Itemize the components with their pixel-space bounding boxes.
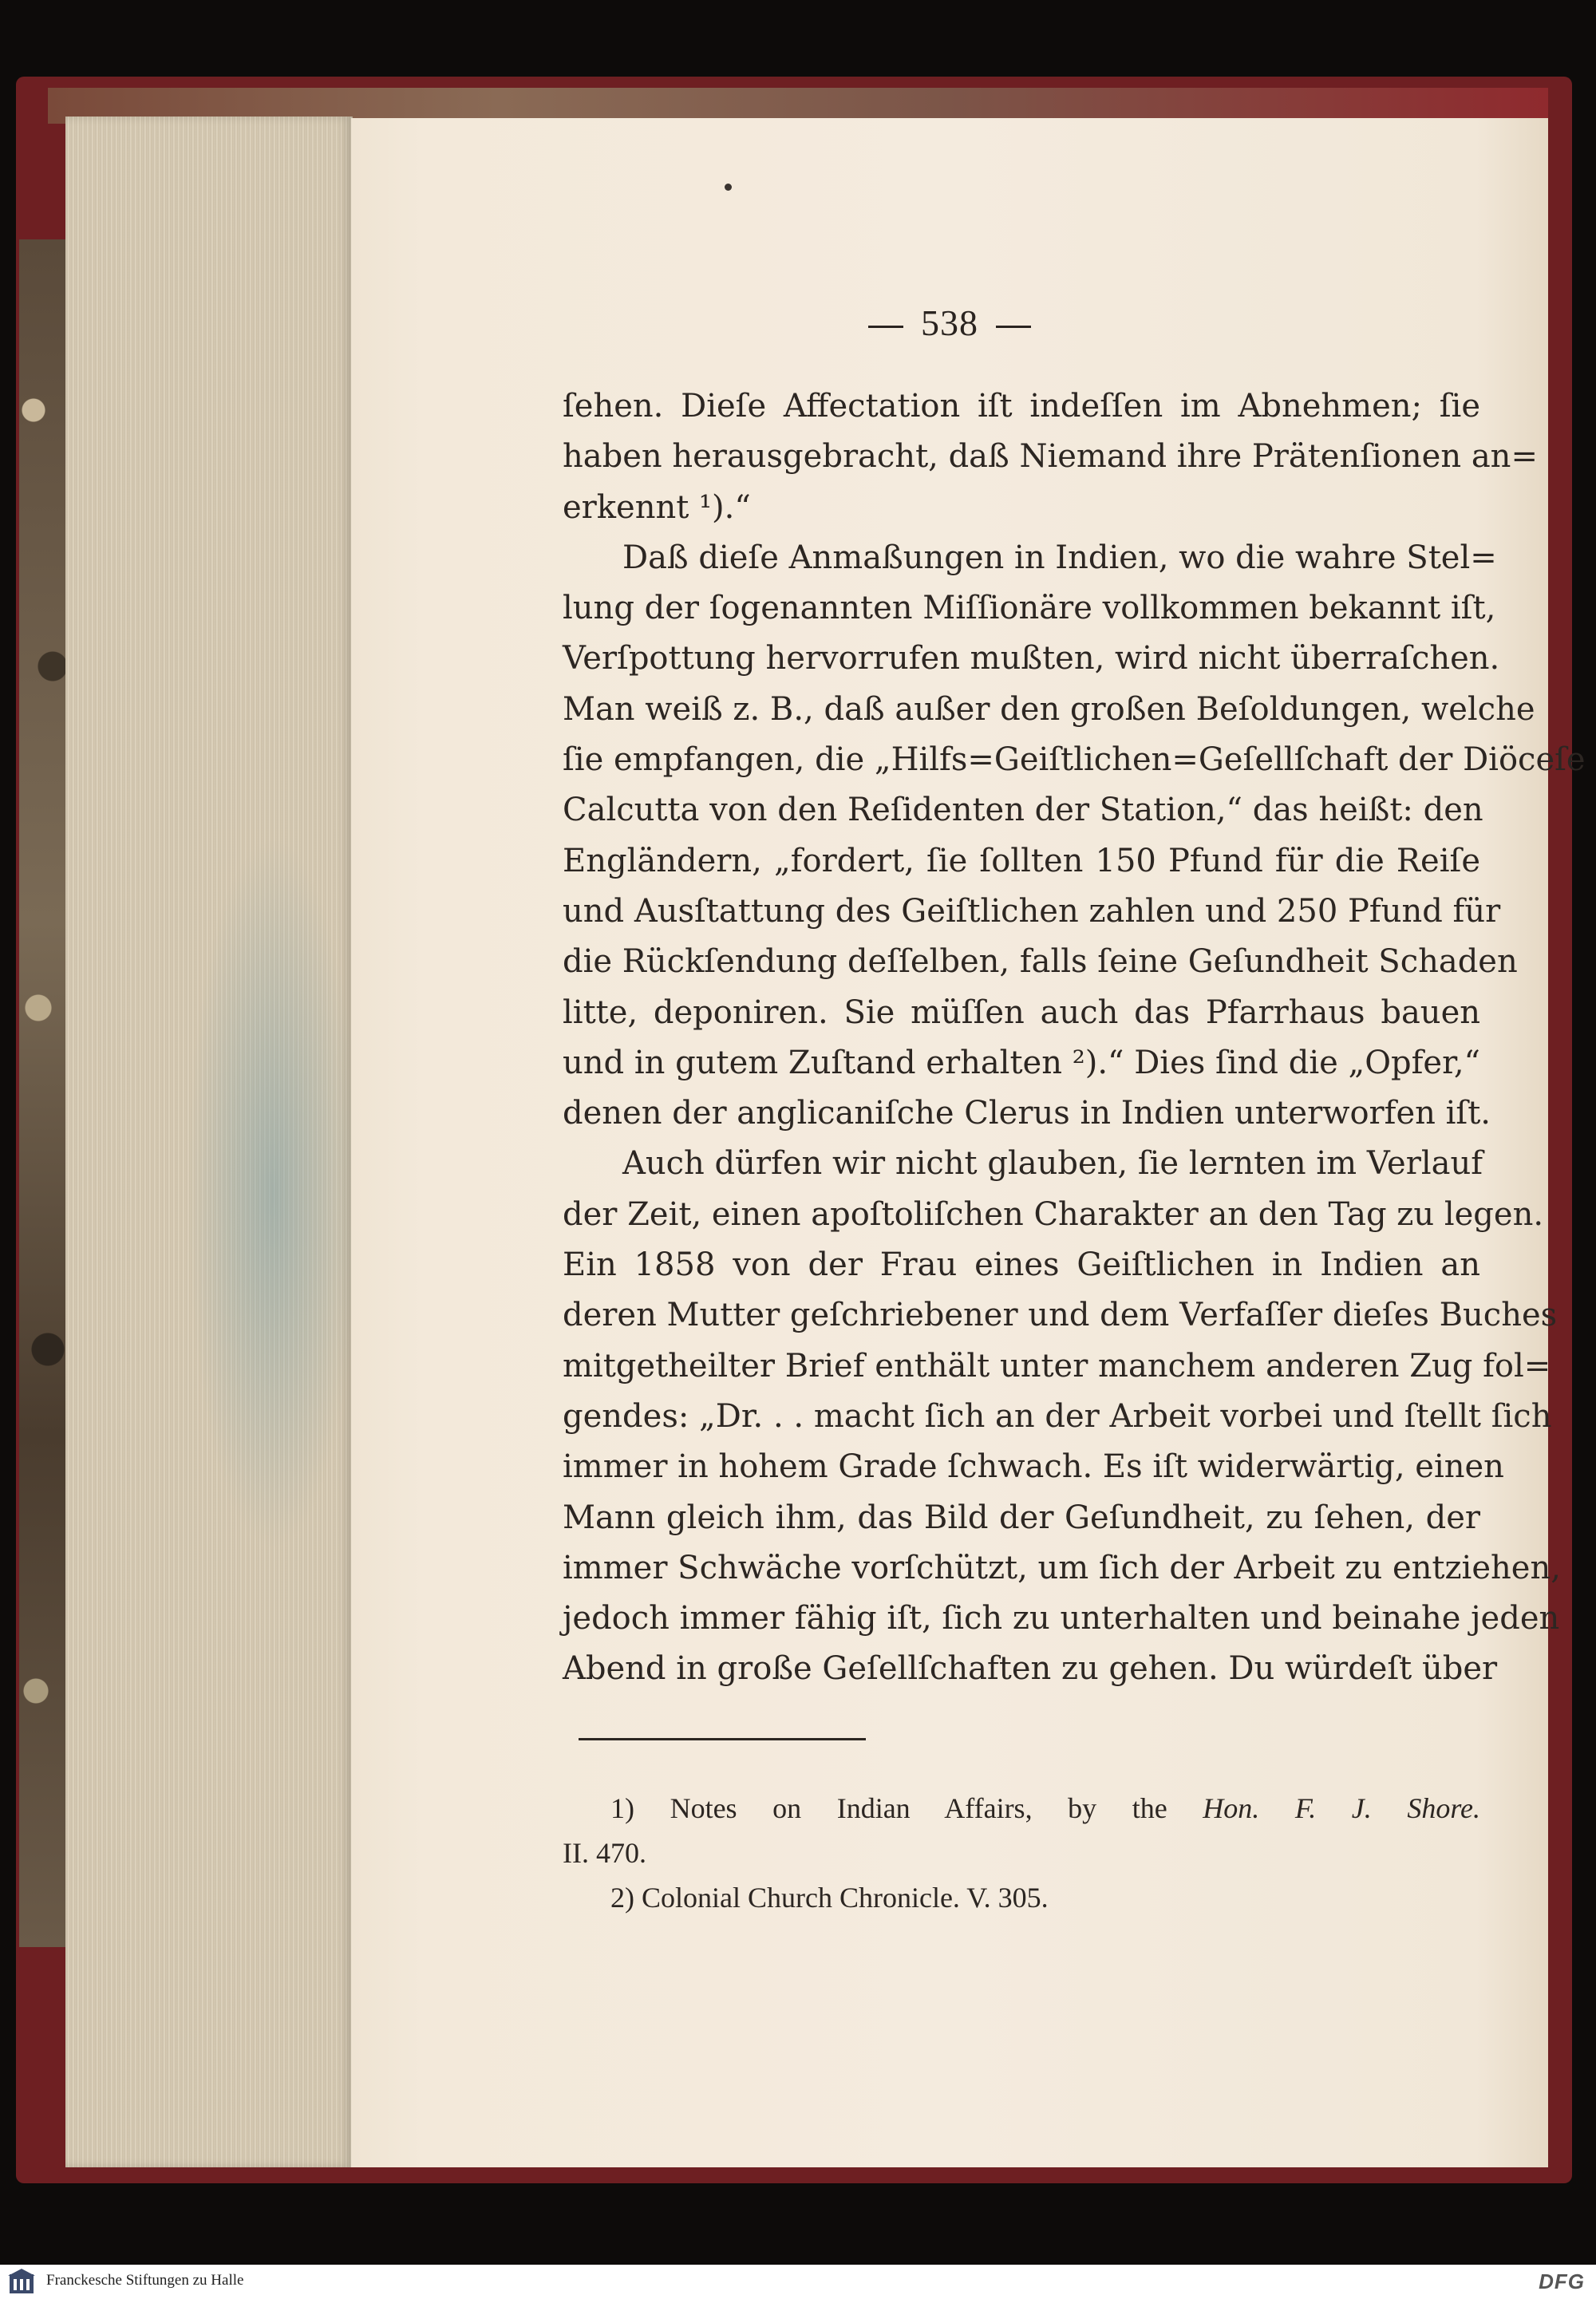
- text-line: Abend in große Geſellſchaften zu gehen. Du würdeſt über: [563, 1650, 1498, 1688]
- page-speck: [725, 184, 732, 191]
- institution-name: Franckesche Stiftungen zu Halle: [46, 2272, 244, 2289]
- footnote-1-author: Hon. F. J. Shore.: [1203, 1792, 1480, 1824]
- body-text: [563, 381, 1586, 1695]
- text-line: immer in hohem Grade ſchwach. Es iſt widerwärtig, einen: [563, 1448, 1504, 1486]
- text-line: der Zeit, einen apoſtoliſchen Charakter an den Tag zu legen.: [563, 1195, 1544, 1233]
- marbled-board: [19, 239, 67, 1947]
- text-line: ſie empfangen, die „Hilfs=Geiſtlichen=Geſellſchaft der Diöceſe: [563, 741, 1586, 779]
- text-line: Auch dürfen wir nicht glauben, ſie lernten im Verlauf: [622, 1145, 1483, 1183]
- page-number-value: 538: [921, 302, 978, 343]
- footnote-1-text: 1) Notes on Indian Affairs, by the: [610, 1792, 1167, 1824]
- footer-bar: [0, 2265, 1596, 2299]
- text-line: erkennt ¹).“: [563, 488, 751, 526]
- text-line: ſehen. Dieſe Affectation iſt indeſſen im Abnehmen; ſie: [563, 388, 1480, 425]
- page-block-edges: [65, 117, 353, 2167]
- text-line: Daß dieſe Anmaßungen in Indien, wo die wahre Stel=: [622, 539, 1497, 576]
- text-line: jedoch immer fähig iſt, ſich zu unterhalten und beinahe jeden: [563, 1600, 1560, 1637]
- text-line: Engländern, „fordert, ſie ſollten 150 Pfund für die Reiſe: [563, 842, 1480, 879]
- footnote-1: [563, 1786, 1480, 1831]
- page-number: [351, 302, 1548, 344]
- text-line: mitgetheilter Brief enthält unter manchem anderen Zug fol=: [563, 1347, 1551, 1385]
- text-line: Ein 1858 von der Frau eines Geiſtlichen in Indien an: [563, 1246, 1480, 1284]
- footnotes: [563, 1786, 1480, 1920]
- text-line: Mann gleich ihm, das Bild der Geſundheit, zu ſehen, der: [563, 1499, 1480, 1536]
- text-line: lung der ſogenannten Miſſionäre vollkommen bekannt iſt,: [563, 590, 1496, 627]
- text-line: litte, deponiren. Sie müſſen auch das Pfarrhaus bauen: [563, 993, 1480, 1031]
- institution-logo-icon: [6, 2268, 37, 2295]
- footnote-rule: [579, 1738, 866, 1740]
- dfg-logo: DFG: [1539, 2269, 1585, 2293]
- text-line: deren Mutter geſchriebener und dem Verfaſſer dieſes Buches: [563, 1297, 1558, 1334]
- text-line: Calcutta von den Reſidenten der Station,“ das heißt: den: [563, 792, 1483, 829]
- text-line: die Rückſendung deſſelben, falls ſeine Geſundheit Schaden: [563, 943, 1518, 981]
- text-line: gendes: „Dr. . . macht ſich an der Arbeit vorbei und ſtellt ſich: [563, 1397, 1552, 1435]
- page-number-dash-left: [868, 326, 903, 328]
- text-line: Verſpottung hervorrufen mußten, wird nicht überraſchen.: [563, 640, 1500, 677]
- footnote-2: 2) Colonial Church Chronicle. V. 305.: [610, 1882, 1049, 1914]
- text-line: haben herausgebracht, daß Niemand ihre Prätenſionen an=: [563, 438, 1538, 476]
- text-line: und Ausſtattung des Geiſtlichen zahlen und 250 Pfund für: [563, 892, 1501, 930]
- footnote-1-continuation: II. 470.: [563, 1837, 646, 1869]
- text-line: denen der anglicaniſche Clerus in Indien unterworfen iſt.: [563, 1095, 1491, 1132]
- book-page: [351, 118, 1586, 2167]
- edge-stain: [185, 835, 361, 1553]
- page-number-dash-right: [996, 326, 1031, 328]
- text-line: immer Schwäche vorſchützt, um ſich der Arbeit zu entziehen,: [563, 1549, 1561, 1586]
- text-line: und in gutem Zuſtand erhalten ²).“ Dies ſind die „Opfer,“: [563, 1044, 1480, 1081]
- text-line: Man weiß z. B., daß außer den großen Beſoldungen, welche: [563, 690, 1535, 728]
